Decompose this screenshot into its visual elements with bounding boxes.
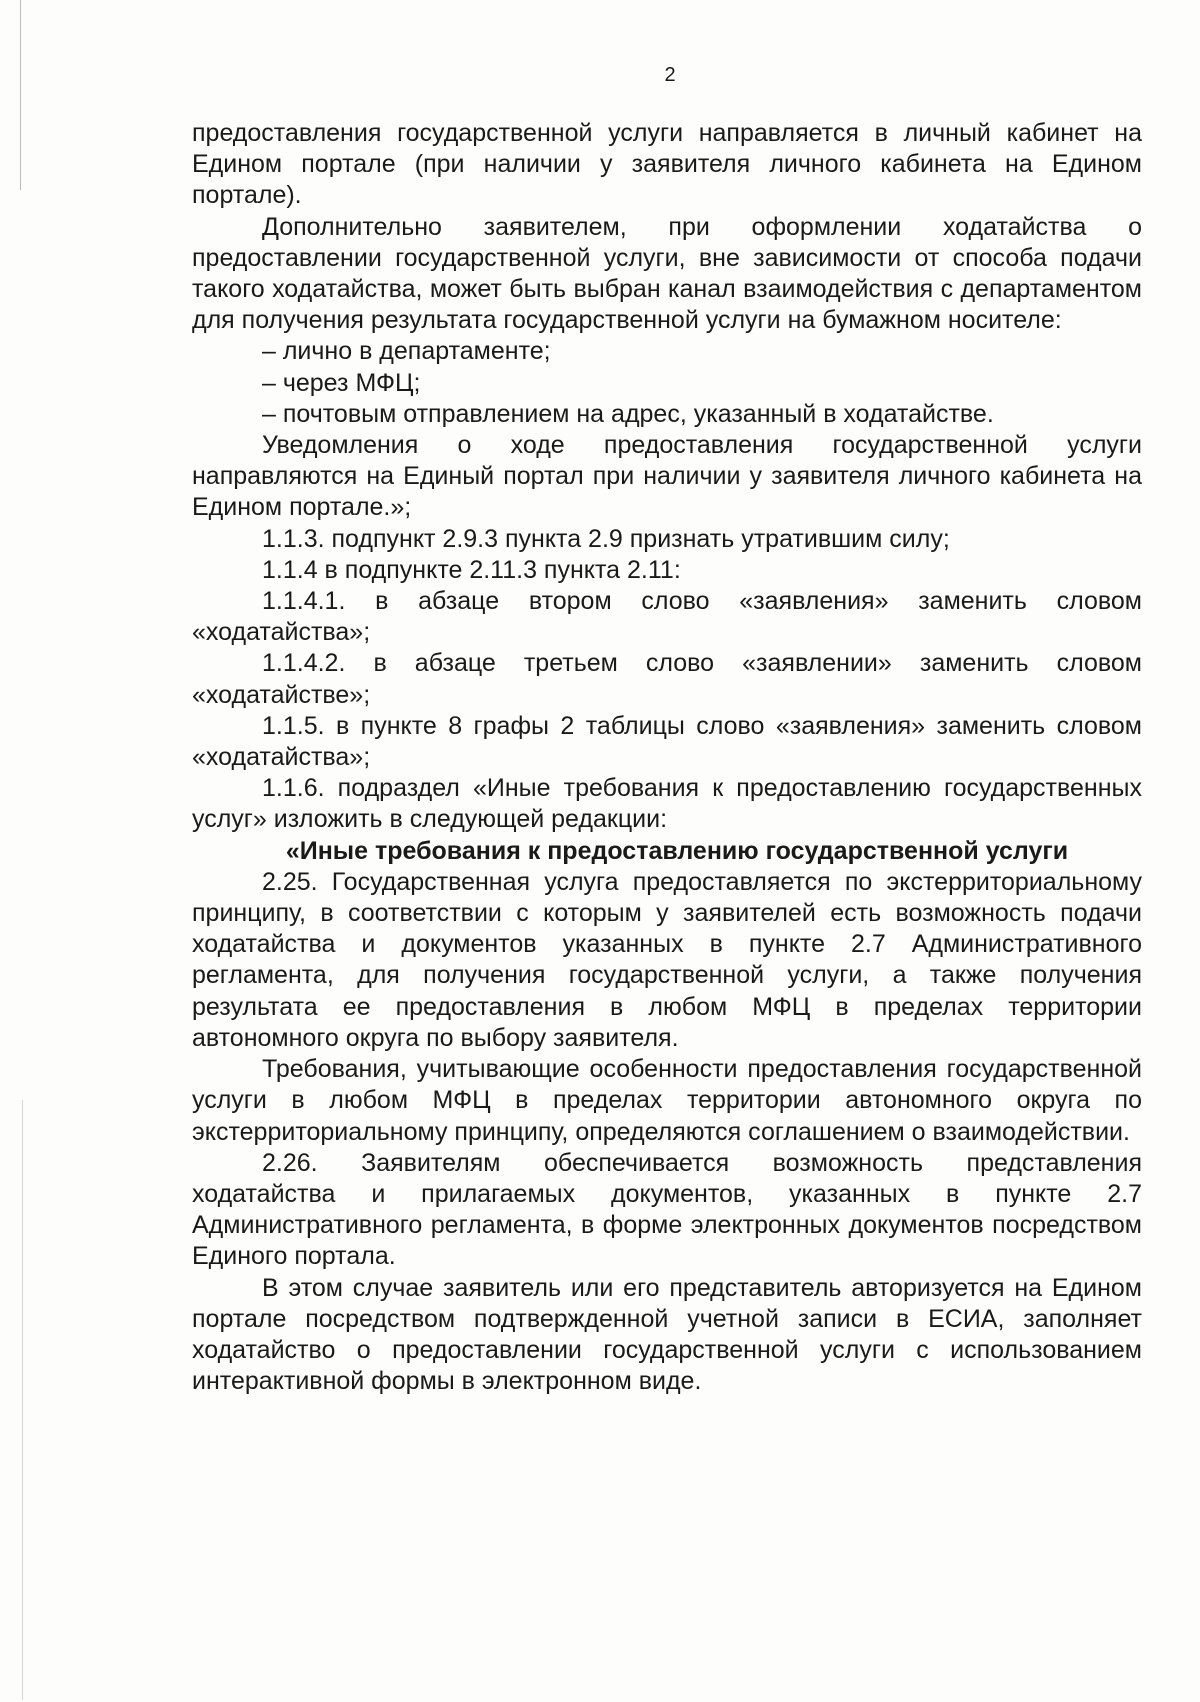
document-body: [192, 118, 1142, 1397]
paragraph: 1.1.3. подпункт 2.9.3 пункта 2.9 признать утратившим силу;: [262, 524, 950, 553]
paragraph: Уведомления о ходе предоставления государственной услуги направляются на Единый портал при наличии у заявителя личного кабинета на Едином портале.»;: [192, 431, 1142, 522]
paragraph: 1.1.4.2. в абзаце третьем слово «заявлении» заменить словом «ходатайстве»;: [192, 649, 1142, 709]
scan-edge-artifact: [22, 1100, 23, 1700]
paragraph: 1.1.5. в пункте 8 графы 2 таблицы слово «заявления» заменить словом «ходатайства»;: [192, 711, 1142, 772]
paragraph: 2.25. Государственная услуга предоставляется по экстерриториальному принципу, в соответствии с которым у заявителей есть возможность подачи ходатайства и документов указанных в пункте 2.7 Административного регламента, для получения государственной услуги, а также получения результата ее предоставления в любом МФЦ в пределах территории автономного округа по выбору заявителя.: [192, 867, 1142, 1052]
paragraph: 2.26. Заявителям обеспечивается возможность представления ходатайства и прилагаемых документов, указанных в пункте 2.7 Административного регламента, в форме электронных документов посредством Единого портала.: [192, 1148, 1142, 1271]
paragraph: 1.1.4.1. в абзаце втором слово «заявления» заменить словом «ходатайства»;: [192, 587, 1142, 647]
list-item: – через МФЦ;: [262, 368, 421, 397]
paragraph: Дополнительно заявителем, при оформлении ходатайства о предоставлении государственной услуги, вне зависимости от способа подачи такого ходатайства, может быть выбран канал взаимодействия с департаментом для получения результата государственной услуги на бумажном носителе:: [192, 212, 1142, 335]
section-heading: «Иные требования к предоставлению государственной услуги: [285, 836, 1069, 865]
page-number: 2: [664, 64, 676, 86]
list-item: – лично в департаменте;: [262, 337, 551, 366]
paragraph: В этом случае заявитель или его представитель авторизуется на Едином портале посредством подтвержденной учетной записи в ЕСИА, заполняет ходатайство о предоставлении государственной услуги с использованием интерактивной формы в электронном виде.: [192, 1273, 1142, 1396]
paragraph: 1.1.4 в подпункте 2.11.3 пункта 2.11:: [262, 555, 681, 584]
scan-edge-artifact: [20, 0, 21, 190]
list-item: – почтовым отправлением на адрес, указанный в ходатайстве.: [262, 399, 994, 428]
paragraph: Требования, учитывающие особенности предоставления государственной услуги в любом МФЦ в пределах территории автономного округа по экстерриториальному принципу, определяются соглашением о взаимодействии.: [192, 1055, 1142, 1146]
paragraph: 1.1.6. подраздел «Иные требования к предоставлению государственных услуг» изложить в следующей редакции:: [192, 774, 1142, 834]
paragraph: предоставления государственной услуги направляется в личный кабинет на Едином портале (при наличии у заявителя личного кабинета на Едином портале).: [192, 119, 1142, 210]
